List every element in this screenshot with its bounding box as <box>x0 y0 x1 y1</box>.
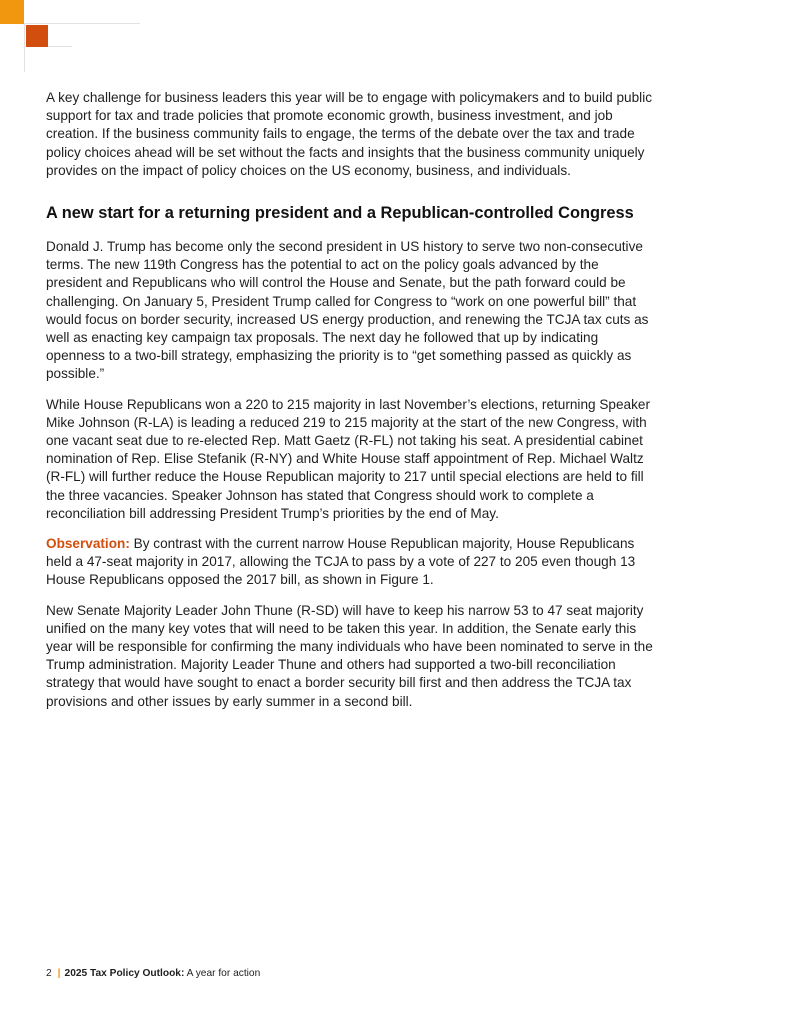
observation-paragraph <box>46 535 658 590</box>
intro-paragraph: A key challenge for business leaders this year will be to engage with policymakers and to build public support for tax and trade policies that promote economic growth, business investment, and job creation. If the business community fails to engage, the terms of the debate over the tax and trade policy choices ahead will be set without the facts and insights that the business community uniquely provides on the impact of policy choices on the US economy, business, and individuals. <box>46 90 653 178</box>
footer-separator: | <box>57 968 61 979</box>
observation-label: Observation: <box>46 536 130 552</box>
paragraph-house: While House Republicans won a 220 to 215 majority in last November’s elections, returning Speaker Mike Johnson (R-LA) is leading a reduced 219 to 215 majority at the start of the new Congress, with one vacant seat due to re-elected Rep. Matt Gaetz (R-FL) not taking his seat. A presidential cabinet nomination of Rep. Elise Stefanik (R-NY) and White House staff appointment of Rep. Michael Waltz (R-FL) will further reduce the House Republican majority to 217 until special elections are held to fill the three vacancies. Speaker Johnson has stated that Congress should work to complete a reconciliation bill addressing President Trump’s priorities by the end of May. <box>46 396 650 521</box>
orange-square-logo-mark <box>0 0 24 24</box>
decorative-rule-short <box>48 46 72 47</box>
corner-decoration <box>0 0 140 72</box>
decorative-rule <box>24 23 140 24</box>
footer-doc-subtitle: A year for action <box>184 968 261 979</box>
observation-text: By contrast with the current narrow House Republican majority, House Republicans held a 47-seat majority in 2017, allowing the TCJA to pass by a vote of 227 to 205 even though 13 House Republicans opposed the 2017 bill, as shown in Figure 1. <box>46 536 636 588</box>
page-footer <box>46 967 260 981</box>
paragraph-trump: Donald J. Trump has become only the second president in US history to serve two non-consecutive terms. The new 119th Congress has the potential to act on the policy goals advanced by the president and Republicans who will control the House and Senate, but the path forward could be challenging. On January 5, President Trump called for Congress to “work on one powerful bill” that would focus on border security, increased US energy production, and renewing the TCJA tax cuts as well as enacting key campaign tax proposals. The next day he followed that up by indicating openness to a two-bill strategy, emphasizing the priority is to “get something passed as quickly as possible.” <box>46 239 649 382</box>
red-square-logo-mark <box>26 25 48 47</box>
decorative-vertical-rule <box>24 24 25 72</box>
footer-doc-title: 2025 Tax Policy Outlook: <box>64 968 185 979</box>
section-heading: A new start for a returning president and a Republican-controlled Congress <box>46 204 634 223</box>
paragraph-senate: New Senate Majority Leader John Thune (R-SD) will have to keep his narrow 53 to 47 seat majority unified on the many key votes that will need to be taken this year. In addition, the Senate early this year will be responsible for confirming the many individuals who have been nominated to serve in the Trump administration. Majority Leader Thune and others had supported a two-bill reconciliation strategy that would have sought to enact a border security bill first and then address the TCJA tax provisions and other issues by early summer in a second bill. <box>46 602 653 709</box>
page-body <box>46 89 658 723</box>
page-number: 2 <box>46 968 52 979</box>
